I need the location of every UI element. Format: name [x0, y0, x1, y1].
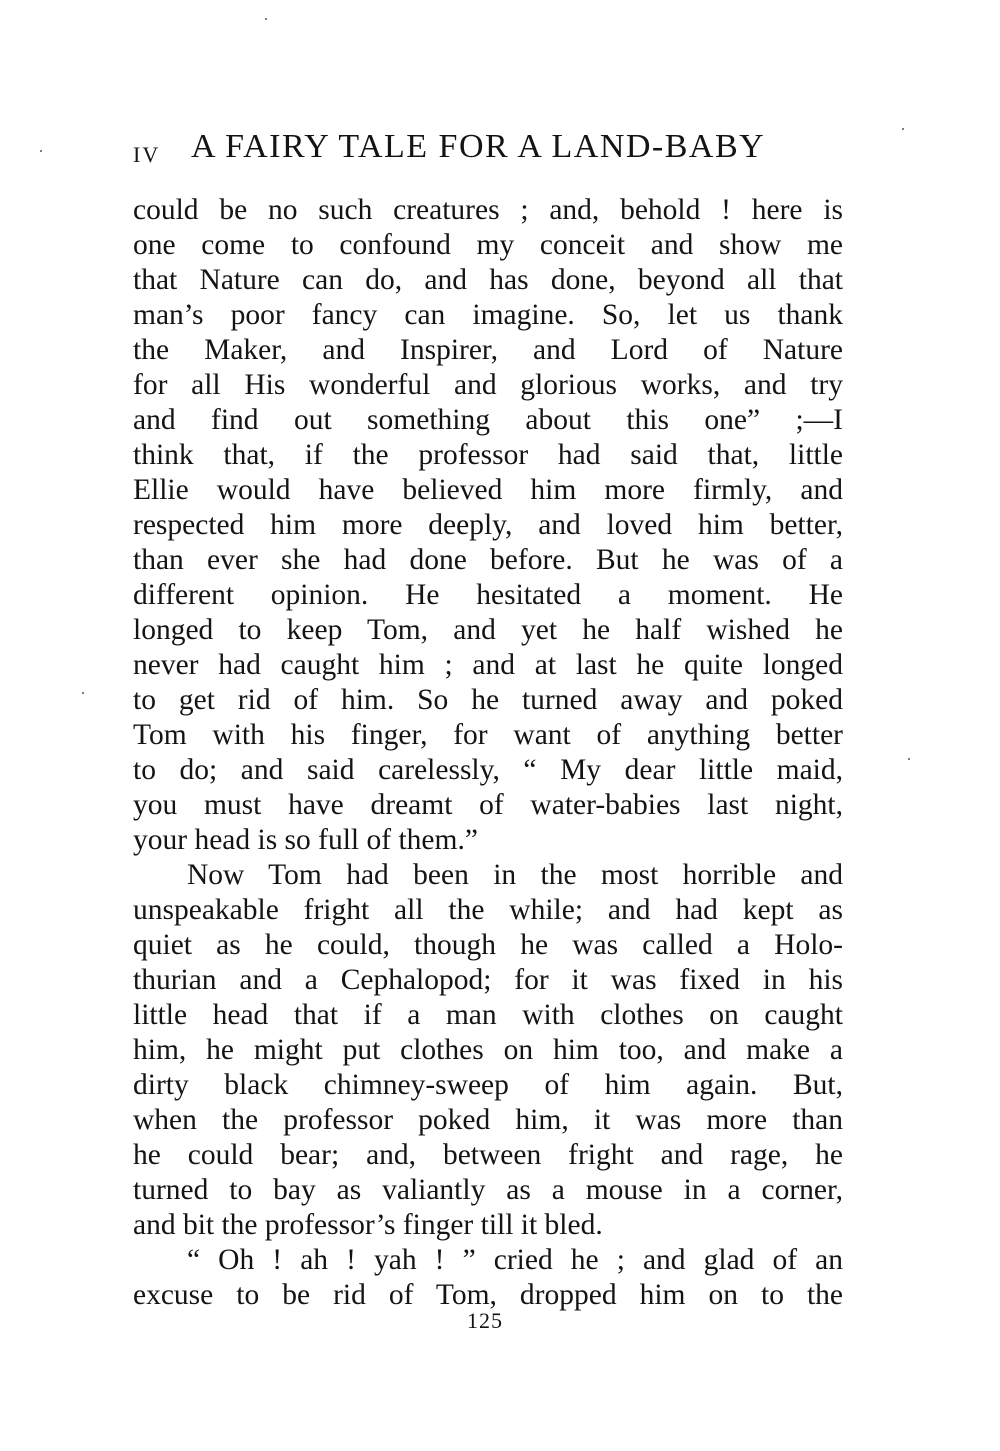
text-line: him, he might put clothes on him too, and make a — [133, 1034, 843, 1066]
text-line: you must have dreamt of water-babies last night, — [133, 789, 843, 821]
text-line: different opinion. He hesitated a moment. He — [133, 579, 843, 611]
text-line: Ellie would have believed him more firmly, and — [133, 474, 843, 506]
section-numeral: IV — [133, 142, 161, 167]
text-line: thurian and a Cephalopod; for it was fixed in his — [133, 964, 843, 996]
text-line: never had caught him ; and at last he quite longed — [133, 649, 843, 681]
text-line: Tom with his finger, for want of anything better — [133, 719, 843, 751]
text-line: and bit the professor’s finger till it bled. — [133, 1209, 603, 1241]
text-line: when the professor poked him, it was more than — [133, 1104, 843, 1136]
text-line: to do; and said carelessly, “ My dear little maid, — [133, 754, 843, 786]
text-line: dirty black chimney-sweep of him again. But, — [133, 1069, 843, 1101]
body-text — [133, 193, 843, 1313]
text-line: think that, if the professor had said that, little — [133, 439, 843, 471]
text-line: little head that if a man with clothes on caught — [133, 999, 843, 1031]
print-speck — [265, 18, 267, 20]
text-line: than ever she had done before. But he was of a — [133, 544, 843, 576]
print-speck — [908, 758, 910, 760]
text-line: “ Oh ! ah ! yah ! ” cried he ; and glad of an — [187, 1244, 843, 1276]
text-line: Now Tom had been in the most horrible and — [187, 859, 843, 891]
running-title: A FAIRY TALE FOR A LAND-BABY — [191, 128, 766, 165]
print-speck — [82, 692, 84, 694]
text-line: man’s poor fancy can imagine. So, let us thank — [133, 299, 843, 331]
page-number: 125 — [467, 1308, 503, 1333]
text-line: he could bear; and, between fright and rage, he — [133, 1139, 843, 1171]
text-line: that Nature can do, and has done, beyond all that — [133, 264, 843, 296]
text-line: and find out something about this one” ;—I — [133, 404, 843, 436]
text-line: quiet as he could, though he was called a Holo- — [133, 929, 843, 961]
text-line: one come to confound my conceit and show me — [133, 229, 843, 261]
text-line: for all His wonderful and glorious works, and try — [133, 369, 843, 401]
text-line: your head is so full of them.” — [133, 824, 478, 856]
running-head — [133, 128, 848, 172]
text-line: unspeakable fright all the while; and had kept as — [133, 894, 843, 926]
text-line: could be no such creatures ; and, behold ! here is — [133, 194, 843, 226]
text-line: to get rid of him. So he turned away and poked — [133, 684, 843, 716]
text-line: longed to keep Tom, and yet he half wished he — [133, 614, 843, 646]
text-line: excuse to be rid of Tom, dropped him on to the — [133, 1279, 843, 1311]
text-line: the Maker, and Inspirer, and Lord of Nature — [133, 334, 843, 366]
print-speck — [902, 128, 904, 130]
text-line: turned to bay as valiantly as a mouse in a corner, — [133, 1174, 843, 1206]
print-speck — [40, 150, 42, 152]
text-line: respected him more deeply, and loved him better, — [133, 509, 843, 541]
